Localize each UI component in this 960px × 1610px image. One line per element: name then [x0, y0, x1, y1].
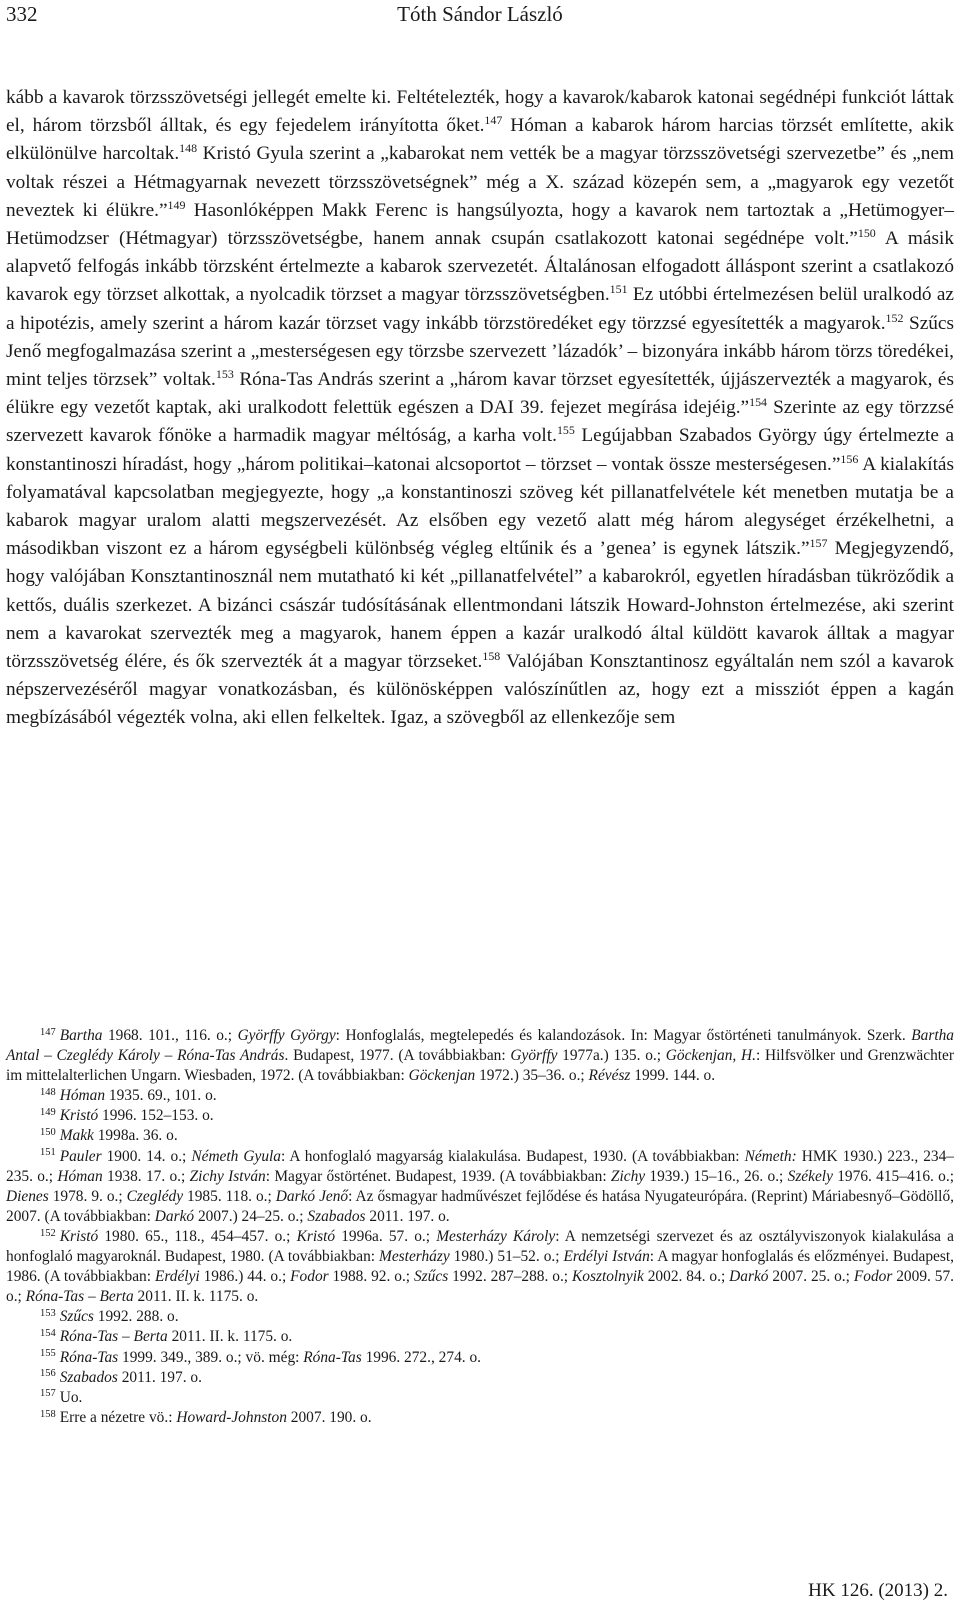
footnote-citation-italic: Bartha Antal – Czeglédy Károly – Róna-Tas András [6, 1027, 954, 1065]
footnote-text: 2007.) 24–25. o.; [194, 1207, 308, 1225]
footnote-citation-italic: Róna-Tas – Berta [59, 1328, 168, 1346]
footnote-text: 1976. 415–416. o.; [832, 1167, 955, 1185]
footnote-citation-italic: Róna-Tas – Berta [25, 1288, 134, 1306]
footnote-text: 1999. 349., 389. o.; vö. még: [118, 1348, 304, 1366]
body-text-run: Kristó Gyula szerint a „kabarokat nem vették be a magyar törzsszövetségi szervezetbe” és „nem voltak részei a Hétmagyarnak nevezett törzsszövetségnek” még a X. század közepén sem, a „magyarok egy vezetőt neveztek ki élükre.” [6, 143, 955, 221]
footnote-citation-italic: Darkó Jenő [275, 1187, 349, 1205]
body-paragraph [6, 84, 954, 733]
footnote-152 [6, 1227, 954, 1307]
footnote-158 [6, 1408, 954, 1428]
footnote-number: 148 [40, 1087, 56, 1099]
footnote-citation-italic: Erdélyi [154, 1268, 200, 1286]
journal-reference: HK 126. (2013) 2. [808, 1580, 948, 1601]
footnote-ref[interactable]: 151 [609, 282, 628, 297]
footnote-citation-italic: Makk [59, 1127, 94, 1145]
footnote-ref[interactable]: 153 [215, 366, 234, 381]
footnote-154 [6, 1327, 954, 1347]
body-text-run: Legújabban Szabados György úgy értelmezte a konstantinoszi híradást, hogy „három politikai–katonai alcsoportot – törzset – vontak össze mesterségesen.” [6, 425, 954, 475]
body-text-run: A másik alapvető felfogás inkább törzsként értelmezte a kabarok szervezetét. Általánosan elfogadott álláspont szerint a csatlakozó kavarok egy törzset alkottak, a nyolcadik törzset a magyar törzsszövetségben. [6, 228, 954, 306]
footnote-citation-italic: Györffy [510, 1047, 558, 1065]
footnote-citation-italic: Fodor [853, 1268, 893, 1286]
footnote-citation-italic: Hóman [57, 1167, 103, 1185]
footnote-ref[interactable]: 154 [749, 395, 768, 410]
footnote-text: 1935. 69., 101. o. [105, 1087, 217, 1105]
footnote-text: 1996. 272., 274. o. [361, 1348, 481, 1366]
footnote-citation-italic: Szűcs [413, 1268, 449, 1286]
footnote-citation-italic: Kristó [59, 1107, 99, 1125]
footnote-text: 2011. II. k. 1175. o. [133, 1288, 259, 1306]
footnote-number: 149 [40, 1107, 56, 1119]
footnote-citation-italic: Németh: [744, 1147, 797, 1165]
body-text-run: Hóman a kabarok három harcias törzsét említette, akik elkülönülve harcoltak. [6, 115, 954, 165]
footnote-ref[interactable]: 157 [809, 536, 828, 551]
footnote-citation-italic: Darkó [729, 1268, 769, 1286]
footnote-text: 1900. 14. o.; [101, 1147, 192, 1165]
footnote-number: 147 [40, 1026, 56, 1038]
footnote-number: 155 [40, 1348, 56, 1360]
footnote-text: : Honfoglalás, megtelepedés és kalandozások. In: Magyar őstörténeti tanulmányok. Szerk. [335, 1027, 912, 1044]
footnote-147 [6, 1026, 954, 1086]
body-text-run: Szűcs Jenő megfogalmazása szerint a „mesterségesen egy törzsbe szervezett ’lázadók’ – bizonyára inkább három törzs töredékei, mint teljes törzsek” voltak. [6, 312, 954, 391]
footnote-text: 2011. 197. o. [117, 1368, 202, 1386]
footnote-citation-italic: Kristó [59, 1227, 99, 1245]
footnote-149 [6, 1106, 954, 1126]
footnote-number: 151 [40, 1147, 56, 1159]
footnote-citation-italic: Howard-Johnston [176, 1408, 287, 1426]
body-text-run: A kialakítás folyamatával kapcsolatban megjegyezte, hogy „a konstantinoszi szöveg két pillanatfelvétele két menetben mutatja be a kabarok magyar uralom alatti megszervezését. Az elsőben egy vezető alatt még három alegységet érzékelhetni, a másodikban viszont ez a három egységbeli különbség végleg eltűnik és a ’genea’ is egynek látszik.” [6, 453, 954, 560]
footnote-text: HMK 1930.) 223., 234–235. o.; [6, 1147, 954, 1185]
running-title: Tóth Sándor László [397, 2, 563, 26]
footnote-citation-italic: Fodor [290, 1268, 329, 1286]
footnote-text: 1988. 92. o.; [328, 1268, 414, 1286]
footnote-citation-italic: Mesterházy Károly [436, 1227, 556, 1245]
footnote-text: : A magyar honfoglalás és előzményei. Budapest, 1986. (A továbbiakban: [6, 1248, 954, 1286]
footnote-number: 153 [40, 1308, 56, 1320]
footnote-citation-italic: Dienes [6, 1187, 49, 1205]
footnote-ref[interactable]: 147 [484, 113, 503, 128]
footnote-text: . Budapest, 1977. (A továbbiakban: [284, 1047, 511, 1065]
footnote-number: 154 [40, 1328, 56, 1340]
footnote-text: 2007. 190. o. [286, 1408, 372, 1426]
footnote-151 [6, 1147, 954, 1227]
footnote-text: 1992. 287–288. o.; [448, 1268, 572, 1286]
footnote-number: 158 [40, 1408, 56, 1420]
footnote-citation-italic: Szabados [59, 1368, 118, 1386]
footnote-ref[interactable]: 148 [179, 141, 198, 156]
footnote-ref[interactable]: 149 [167, 197, 186, 212]
footnote-citation-italic: Bartha [59, 1027, 103, 1044]
footnote-text: 2002. 84. o.; [643, 1268, 730, 1286]
footnote-number: 150 [40, 1127, 56, 1139]
footnote-citation-italic: Pauler [59, 1147, 102, 1165]
footnote-number: 152 [40, 1227, 56, 1239]
footnote-157 [6, 1388, 954, 1408]
footnote-text: 1998a. 36. o. [93, 1127, 178, 1145]
body-text-run: Ez utóbbi értelmezésen belül uralkodó az a hipotézis, amely szerint a három kazár törzset vagy inkább törzstöredéket egy törzzsé egyesítették a magyarok. [6, 284, 954, 334]
footnote-number: 156 [40, 1368, 56, 1380]
footnote-citation-italic: Szabados [307, 1207, 366, 1225]
footnote-citation-italic: Róna-Tas [59, 1348, 119, 1366]
footnote-text: 2011. II. k. 1175. o. [167, 1328, 293, 1346]
footnote-citation-italic: Kosztolnyik [572, 1268, 644, 1286]
footnote-text: 1977a.) 135. o.; [557, 1047, 666, 1065]
footnote-153 [6, 1307, 954, 1327]
body-text-run: Valójában Konsztantinosz egyáltalán nem szól a kavarok népszervezéséről magyar vonatkozásban, és különösképpen valószínűtlen az, hogy ezt a missziót éppen a kagán megbízásából végezték volna, aki ellen felkeltek. Igaz, a szövegből az ellenkezője sem [6, 651, 954, 729]
footnotes-section [6, 1026, 954, 1428]
footnote-citation-italic: Göckenjan, H. [665, 1047, 756, 1065]
footnote-150 [6, 1126, 954, 1146]
footnote-text: 2007. 25. o.; [768, 1268, 854, 1286]
footnote-citation-italic: Erdélyi István [563, 1248, 650, 1266]
body-text [6, 84, 954, 733]
footnote-citation-italic: Kristó [296, 1227, 336, 1245]
footnote-text: 1972.) 35–36. o.; [475, 1067, 589, 1085]
footnote-ref[interactable]: 152 [885, 310, 904, 325]
footnote-citation-italic: Székely [787, 1167, 833, 1185]
footnote-text: 1999. 144. o. [630, 1067, 716, 1085]
footnote-citation-italic: Darkó [154, 1207, 195, 1225]
footnote-citation-italic: Szűcs [59, 1308, 94, 1326]
footnote-text: 1985. 118. o.; [183, 1187, 276, 1205]
body-text-run: Megjegyzendő, hogy valójában Konsztantinosznál nem mutatható ki két „pillanatfelvétel” a kabarokról, egyetlen híradásban tükröződik a kettős, duális szerkezet. A bizánci császár tudósításának ellentmondani látszik Howard-Johnston értelmezése, aki szerint nem a kavarokat szervezték meg a magyarok, hanem éppen a kazár uralkodó által küldött kavarok álltak a magyar törzsszövetség élére, és ők szervezték át a magyar törzseket. [6, 538, 954, 673]
footnote-ref[interactable]: 155 [556, 423, 575, 438]
footnote-citation-italic: Zichy István [189, 1167, 266, 1185]
footnote-number: 157 [40, 1388, 56, 1400]
footnote-text: 1980. 65., 118., 454–457. o.; [98, 1227, 297, 1245]
footnote-citation-italic: Mesterházy [379, 1248, 450, 1266]
footnote-text: 1980.) 51–52. o.; [449, 1248, 564, 1266]
footnote-text: 1939.) 15–16., 26. o.; [645, 1167, 788, 1185]
footnote-citation-italic: Györffy György [237, 1027, 336, 1044]
footnote-ref[interactable]: 156 [840, 451, 859, 466]
footnote-155 [6, 1348, 954, 1368]
footnote-text: 2009. 57. o.; [6, 1268, 955, 1306]
body-text-run: Róna-Tas András szerint a „három kavar törzset egyesítették, újjászervezték a magyarok, és élükre egy vezetőt kaptak, aki uralkodott felettük egészen a DAI 39. fejezet megírása idejéig.” [6, 369, 954, 419]
footnote-text: 1996a. 57. o.; [335, 1227, 437, 1245]
footnote-citation-italic: Czeglédy [126, 1187, 184, 1205]
footnote-citation-italic: Zichy [610, 1167, 646, 1185]
body-text-run: kább a kavarok törzsszövetségi jellegét emelte ki. Feltételezték, hogy a kavarok/kabarok katonai segédnépi funkciót láttak el, három törzsből álltak, és egy fejedelem irányította őket. [6, 87, 954, 137]
footnote-text: 1992. 288. o. [93, 1308, 179, 1326]
footnote-text: 2011. 197. o. [365, 1207, 450, 1225]
body-text-run: Hasonlóképpen Makk Ferenc is hangsúlyozta, hogy a kavarok nem tartoztak a „Hetümogyer–Hetümodzser (Hétmagyar) törzsszövetségbe, hanem annak csupán csatlakozott katonai segédnépe volt.” [6, 199, 954, 250]
footnote-ref[interactable]: 150 [857, 225, 876, 240]
footnote-citation-italic: Révész [588, 1067, 631, 1085]
footnote-text: Uo. [59, 1388, 83, 1406]
footnote-text: 1978. 9. o.; [48, 1187, 127, 1205]
footnote-citation-italic: Róna-Tas [303, 1348, 362, 1366]
footnote-text: : A honfoglaló magyarság kialakulása. Budapest, 1930. (A továbbiakban: [280, 1147, 745, 1165]
footnote-citation-italic: Hóman [59, 1087, 106, 1105]
footnote-text: 1996. 152–153. o. [98, 1107, 214, 1125]
footnote-text: : Az ősmagyar hadművészet fejlődése és hatása Nyugateurópára. (Reprint) Máriabesnyő–Gödöllő, 2007. (A továbbiakban: [6, 1187, 954, 1225]
footnote-citation-italic: Göckenjan [408, 1067, 476, 1085]
footnote-text: : Hilfsvölker und Grenzwächter im mittelalterlichen Ungarn. Wiesbaden, 1972. (A továbbiakban: [6, 1047, 955, 1085]
footnote-text: 1938. 17. o.; [102, 1167, 190, 1185]
footnote-text: 1968. 101., 116. o.; [102, 1027, 238, 1044]
footnote-text: : A nemzetségi szervezet és az osztályviszonyok kialakulása a honfoglaló magyaroknál. Budapest, 1980. (A továbbiakban: [6, 1227, 954, 1266]
footnote-text: 1986.) 44. o.; [199, 1268, 291, 1286]
footnote-148 [6, 1086, 954, 1106]
footnote-156 [6, 1368, 954, 1388]
footnote-text: Erre a nézetre vö.: [59, 1408, 177, 1426]
footnote-ref[interactable]: 158 [482, 648, 501, 663]
page-header [0, 0, 960, 40]
page-number: 332 [6, 2, 38, 26]
body-text-run: Szerinte az egy törzzsé szervezett kavarok főnöke a harmadik magyar méltóság, a karha volt. [6, 397, 954, 447]
footnote-text: : Magyar őstörténet. Budapest, 1939. (A továbbiakban: [265, 1167, 611, 1185]
footnote-citation-italic: Németh Gyula [191, 1147, 281, 1165]
